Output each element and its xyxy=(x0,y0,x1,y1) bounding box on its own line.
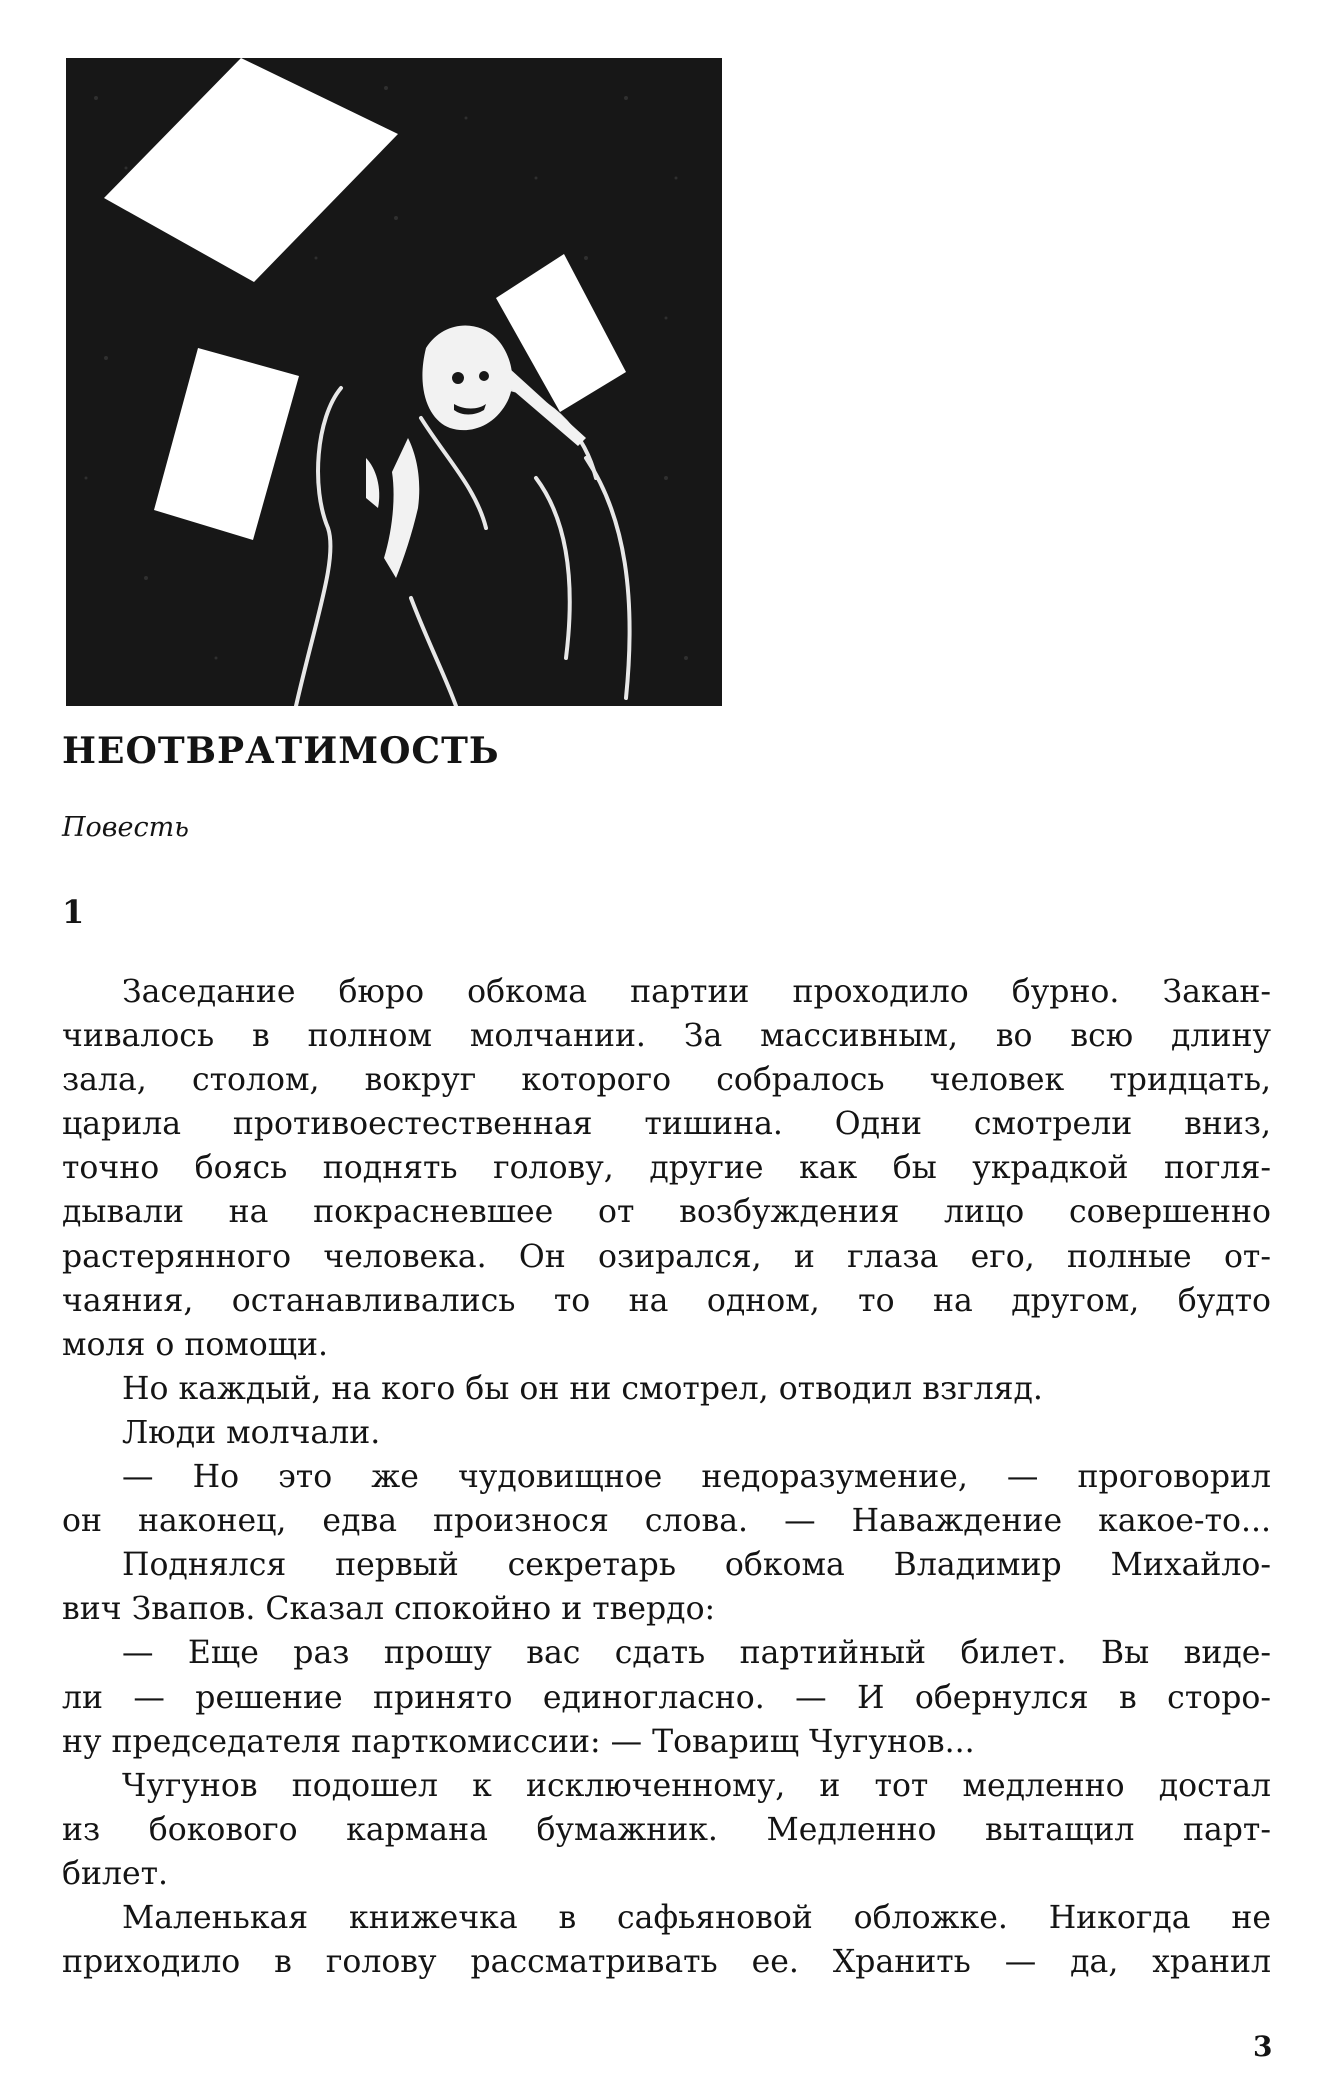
story-genre: Повесть xyxy=(62,812,189,843)
story-illustration xyxy=(66,58,722,706)
text-line: растерянного человека. Он озирался, и глаза его, полные от- xyxy=(62,1238,1271,1275)
text-line: приходило в голову рассматривать ее. Хранить — да, хранил xyxy=(62,1944,1271,1981)
text-line: он наконец, едва произнося слова. — Наваждение какое-то... xyxy=(62,1503,1271,1540)
text-line: Маленькая книжечка в сафьяновой обложке. Никогда не xyxy=(122,1899,1271,1936)
story-title: НЕОТВРАТИМОСТЬ xyxy=(62,730,500,772)
text-line: дывали на покрасневшее от возбуждения лицо совершенно xyxy=(62,1194,1271,1231)
text-line: Заседание бюро обкома партии проходило бурно. Закан- xyxy=(122,974,1271,1010)
text-line: Поднялся первый секретарь обкома Владимир Михайло- xyxy=(122,1547,1271,1584)
text-line: ли — решение принято единогласно. — И обернулся в сторо- xyxy=(62,1679,1271,1716)
woodcut-illustration xyxy=(66,58,722,706)
text-line: чаяния, останавливались то на одном, то на другом, будто xyxy=(62,1282,1271,1319)
body-text xyxy=(62,970,1271,1984)
text-line: из бокового кармана бумажник. Медленно вытащил парт- xyxy=(62,1811,1271,1848)
text-line: — Еще раз прошу вас сдать партийный билет. Вы виде- xyxy=(122,1635,1271,1672)
text-line: ну председателя парткомиссии: — Товарищ Чугунов... xyxy=(62,1723,975,1760)
page-number: 3 xyxy=(1253,2030,1273,2063)
text-line: зала, столом, вокруг которого собралось человек тридцать, xyxy=(62,1062,1271,1099)
text-line: билет. xyxy=(62,1855,169,1892)
text-line: Люди молчали. xyxy=(122,1414,381,1451)
text-line: Но каждый, на кого бы он ни смотрел, отводил взгляд. xyxy=(122,1370,1043,1407)
text-line: чивалось в полном молчании. За массивным, во всю длину xyxy=(62,1018,1271,1055)
text-line: вич Звапов. Сказал спокойно и твердо: xyxy=(62,1591,716,1628)
text-line: точно боясь поднять голову, другие как бы украдкой погля- xyxy=(62,1150,1271,1187)
chapter-number: 1 xyxy=(62,893,85,931)
text-line: моля о помощи. xyxy=(62,1326,329,1363)
text-line: Чугунов подошел к исключенному, и тот медленно достал xyxy=(122,1767,1271,1804)
text-line: — Но это же чудовищное недоразумение, — проговорил xyxy=(122,1459,1271,1496)
text-line: царила противоестественная тишина. Одни смотрели вниз, xyxy=(62,1106,1271,1143)
